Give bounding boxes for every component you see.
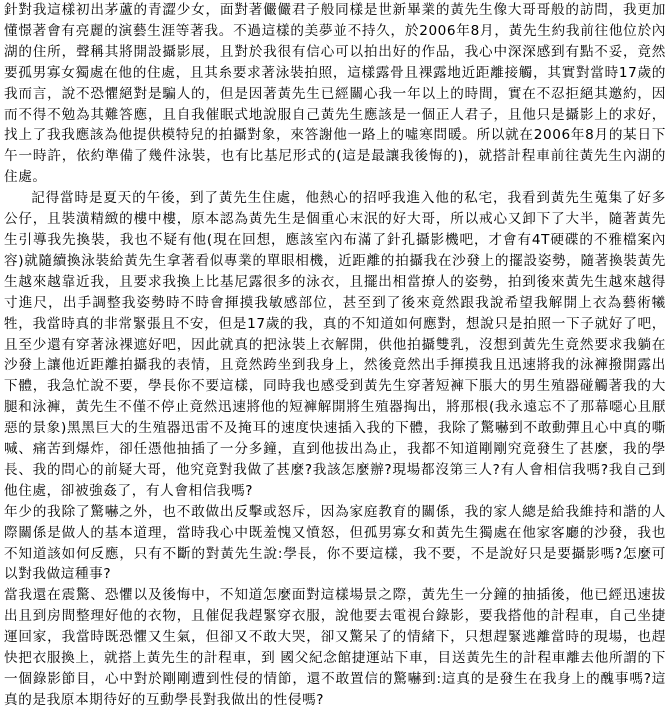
paragraph-4: 當我還在震驚、恐懼以及後悔中，不知道怎麼面對這樣場景之際，黃先生一分鐘的抽插後，他已經迅速拔出且到房間整理好他的衣物，且催促我趕緊穿衣服，說他要去電視台錄影，要我搭他的計程車，自己坐捷運回家，我當時既恐懼又生氣，但卻又不敢大哭，卻又驚呆了的情緒下，只想趕緊逃離當時的現場，也趕快把衣服換上，就搭上黃先生的計程車，到 國父紀念館捷運站下車，目送黃先生的計程車離去他所謂的下一個錄影節目，心中對於剛剛遭到性侵的情節，還不敢置信的驚嚇到:這真的是發生在我身上的醜事嗎?這真的是我原本期待好的互動學長對我做出的性侵嗎?	[4, 587, 666, 708]
document-body	[4, 0, 666, 711]
paragraph-3: 年少的我除了驚嚇之外，也不敢做出反擊或怒斥，因為家庭教育的關係，我的家人總是給我維持和諧的人際關係是做人的基本道理，當時我心中既羞愧又憤怒，但孤男寡女和黃先生獨處在他家客廳的沙發，我也不知道該如何反應，只有不斷的對黃先生說:學長，你不要這樣，我不要，不是說好只是要攝影嗎?怎麼可以對我做這種事?	[4, 503, 666, 583]
paragraph-1: 針對我這樣初出茅蘆的青澀少女，面對著儼儼君子般同樣是世新畢業的黃先生像大哥哥般的訪問，我更加懂憬著會有亮麗的演藝生涯等著我。不過這樣的美夢並不持久，於2006年8月，黃先生約我前往他位於內湖的住所，聲稱其將開設攝影展，且對於我很有信心可以拍出好的作品，我心中深深感到有點不妥，竟然要孤男寡女獨處在他的住處，且其糸要求著泳裝拍照，這樣露骨且裸露地近距離接觸，其實對當時17歲的我而言，說不恐懼絕對是騙人的，但是因著黃先生已經關心我一年以上的時間，實在不忍拒絕其邀約，因而不得不勉為其難答應，且自我催眠式地說服自己黃先生應該是一個正人君子，且他只是攝影上的求好，找上了我我應該為他提供模特兒的拍攝對象，來答謝他一路上的噓寒問暖。所以就在2006年8月的某日下午一時許，依約準備了幾件泳裝，也有比基尼形式的(這是最讓我後悔的)，就搭計程車前往黃先生內湖的住處。	[4, 2, 666, 186]
paragraph-2: 記得當時是夏天的午後，到了黃先生住處，他熱心的招呼我進入他的私宅，我看到黃先生蒐集了好多公仔，且裝潢精緻的樓中樓，原本認為黃先生是個重心末泯的好大哥，所以戒心又卸下了大半，隨著黃先生引導我先換裝，我也不疑有他(現在回想，應該室內布滿了針孔攝影機吧，才會有4T硬碟的不雅檔案內容)就隨續換泳裝給黃先生拿著看似專業的單眼相機，近距離的拍攝我在沙發上的擺設姿勢，隨著換裝黃先生越來越靠近我，且要求我換上比基尼露很多的泳衣，且擺出相當撩人的姿勢，拍到後來黃先生越來越得寸進尺，出手調整我姿勢時不時會揮摸我敏感部位，甚至到了後來竟然跟我說希望我解開上衣為藝術犧牲，我當時真的非常緊張且不安，但是17歲的我，真的不知道如何應對，想說只是拍照一下子就好了吧，且至少還有穿著泳裸遮好吧，因此就真的把泳裝上衣解開，供他拍攝雙乳，沒想到黃先生竟然要求我躺在沙發上讓他近距離拍攝我的表情，且竟然跨坐到我身上，然後竟然出手揮摸我且迅速將我的泳褲撥開露出下體，我急忙說不要，學長你不要這樣，同時我也感受到黃先生穿著短褲下脹大的男生殖器碰觸著我的大腿和泳褲，黃先生不僅不停止竟然迅速將他的短褲解開將生殖器掏出，將那根(我永遠忘不了那幕噁心且厭惡的景象)黑黑巨大的生殖器迅雷不及掩耳的速度快速插入我的下體，我除了驚嚇到不敢動彈且心中真的嘶喊、痛苦到爆炸，卻任憑他抽插了一分多鐘，直到他拔出為止，我都不知道剛剛究竟發生了甚麼，我的學長、我的問心的前疑大哥，他究竟對我做了甚麼?我該怎麼辦?現場都沒第三人?有人會相信我嗎?我自己到他住處，卻被強姦了，有人會相信我嗎?	[4, 190, 666, 499]
